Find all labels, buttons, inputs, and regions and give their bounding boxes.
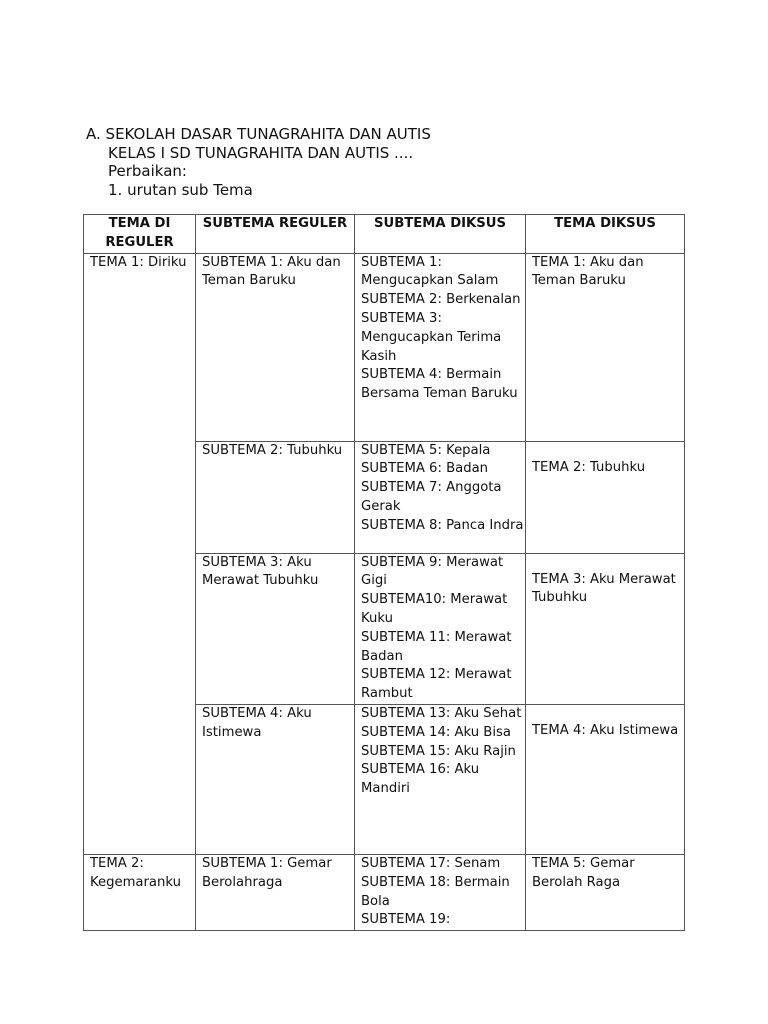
subtema-diksus-cell bbox=[355, 441, 526, 553]
subtema-reguler-cell: SUBTEMA 4: Aku Istimewa bbox=[196, 704, 355, 854]
subtema-reguler-cell: SUBTEMA 1: Aku dan Teman Baruku bbox=[196, 253, 355, 441]
subtema-diksus-item: SUBTEMA 5: Kepala bbox=[361, 442, 491, 458]
subtema-reguler-cell: SUBTEMA 1: Gemar Berolahraga bbox=[196, 854, 355, 930]
subtema-diksus-item: SUBTEMA 18: Bermain Bola bbox=[361, 874, 510, 909]
class-title: KELAS I SD TUNAGRAHITA DAN AUTIS .... bbox=[108, 143, 414, 162]
subtema-diksus-cell bbox=[355, 553, 526, 704]
table-header-row bbox=[84, 215, 685, 254]
subtema-diksus-item: SUBTEMA 9: Merawat Gigi bbox=[361, 554, 504, 589]
tema-diksus-text: TEMA 2: Tubuhku bbox=[532, 459, 646, 475]
tema-diksus-cell bbox=[526, 441, 685, 553]
table-row bbox=[84, 253, 685, 441]
subtema-diksus-item: SUBTEMA 13: Aku Sehat bbox=[361, 705, 522, 721]
revision-item: 1. urutan sub Tema bbox=[108, 180, 253, 199]
document-heading bbox=[86, 125, 431, 199]
subtema-diksus-item: SUBTEMA 17: Senam bbox=[361, 855, 501, 871]
theme-table bbox=[83, 214, 685, 931]
heading-line-1 bbox=[86, 125, 431, 144]
subtema-diksus-item: SUBTEMA 19: bbox=[361, 912, 451, 928]
subtema-diksus-cell bbox=[355, 253, 526, 441]
subtema-diksus-item: SUBTEMA 11: Merawat Badan bbox=[361, 629, 512, 664]
heading-prefix: A. bbox=[86, 125, 101, 143]
tema-diksus-cell bbox=[526, 553, 685, 704]
subtema-diksus-item: SUBTEMA 16: Aku Mandiri bbox=[361, 762, 480, 797]
subtema-diksus-item: SUBTEMA 3: Mengucapkan Terima Kasih bbox=[361, 310, 502, 364]
subtema-diksus-item: SUBTEMA 4: Bermain Bersama Teman Baruku bbox=[361, 367, 518, 402]
subtema-reguler-cell: SUBTEMA 3: Aku Merawat Tubuhku bbox=[196, 553, 355, 704]
tema-diksus-text: TEMA 3: Aku Merawat Tubuhku bbox=[532, 571, 676, 606]
subtema-diksus-item: SUBTEMA 7: Anggota Gerak bbox=[361, 480, 502, 514]
revision-label: Perbaikan: bbox=[108, 162, 187, 180]
subtema-diksus-item: SUBTEMA 6: Badan bbox=[361, 461, 489, 477]
subtema-diksus-item: SUBTEMA 8: Panca Indra bbox=[361, 517, 524, 533]
subtema-diksus-cell bbox=[355, 854, 526, 930]
subtema-diksus-item: SUBTEMA 12: Merawat Rambut bbox=[361, 667, 512, 702]
subtema-diksus-item: SUBTEMA 2: Berkenalan bbox=[361, 292, 521, 308]
table-row bbox=[84, 854, 685, 930]
header-subtema-reguler: SUBTEMA REGULER bbox=[196, 215, 355, 254]
tema-diksus-cell: TEMA 1: Aku dan Teman Baruku bbox=[526, 253, 685, 441]
tema-reguler-cell: TEMA 1: Diriku bbox=[84, 253, 196, 854]
tema-diksus-text: TEMA 4: Aku Istimewa bbox=[532, 722, 679, 738]
tema-diksus-cell: TEMA 5: Gemar Berolah Raga bbox=[526, 854, 685, 930]
tema-reguler-cell: TEMA 2: Kegemaranku bbox=[84, 854, 196, 930]
school-title: SEKOLAH DASAR TUNAGRAHITA DAN AUTIS bbox=[105, 125, 431, 143]
subtema-diksus-item: SUBTEMA10: Merawat Kuku bbox=[361, 592, 508, 626]
subtema-diksus-cell bbox=[355, 704, 526, 854]
header-tema-diksus: TEMA DIKSUS bbox=[526, 215, 685, 254]
subtema-diksus-item: SUBTEMA 1: Mengucapkan Salam bbox=[361, 254, 499, 289]
header-subtema-diksus: SUBTEMA DIKSUS bbox=[355, 215, 526, 254]
subtema-diksus-item: SUBTEMA 14: Aku Bisa bbox=[361, 724, 511, 740]
tema-diksus-cell bbox=[526, 704, 685, 854]
header-tema-reguler: TEMA DI REGULER bbox=[84, 215, 196, 254]
subtema-reguler-cell: SUBTEMA 2: Tubuhku bbox=[196, 441, 355, 553]
subtema-diksus-item: SUBTEMA 15: Aku Rajin bbox=[361, 743, 516, 759]
